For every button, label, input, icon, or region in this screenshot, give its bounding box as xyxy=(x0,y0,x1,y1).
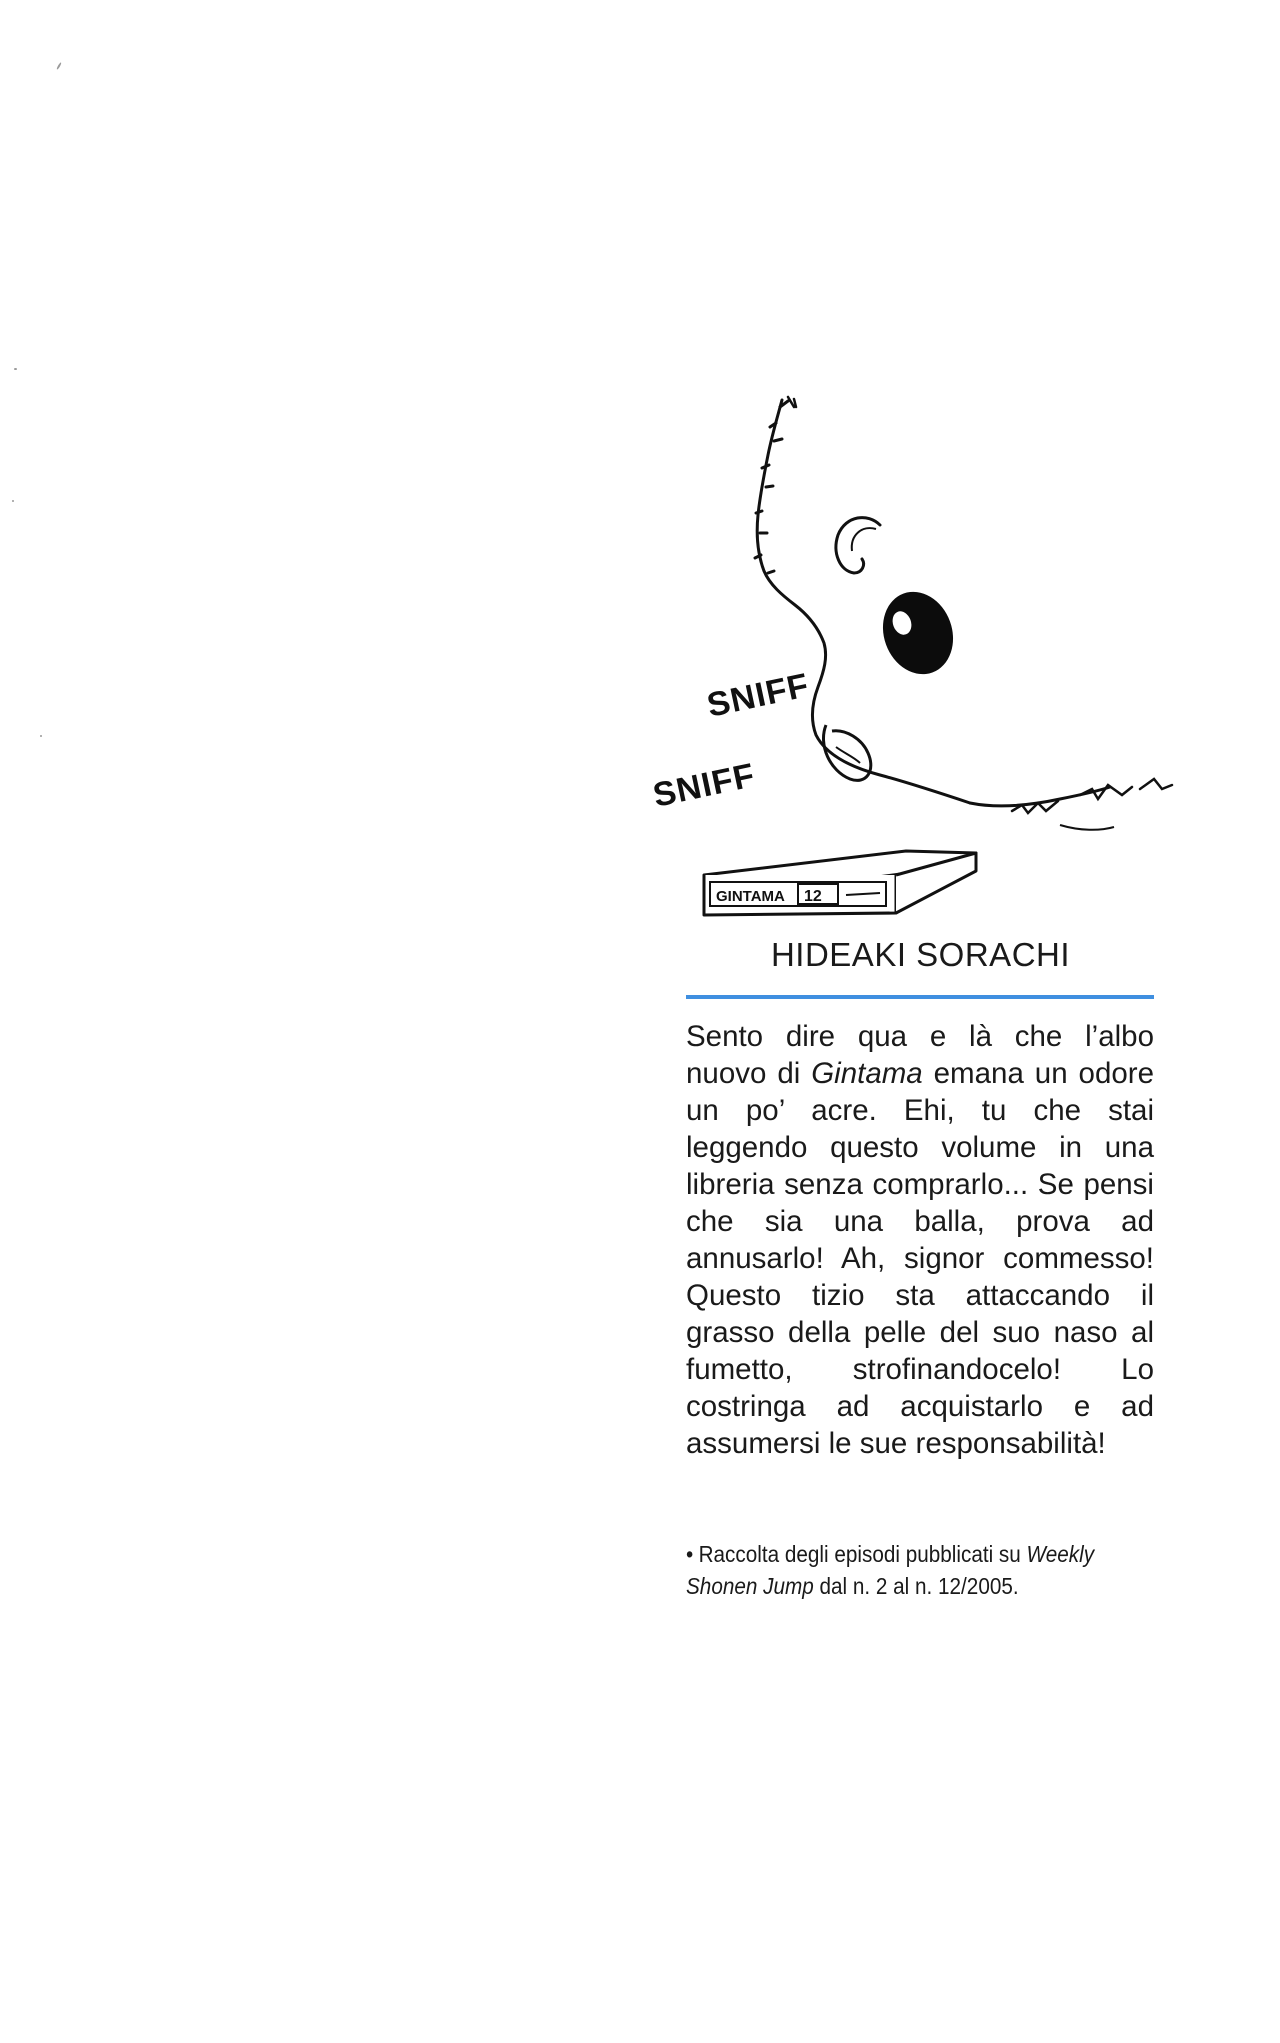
note-part-2: dal n. 2 al n. 12/2005. xyxy=(813,1573,1019,1599)
note-magazine-italic: Weekly Shonen Jump xyxy=(686,1541,1095,1599)
scan-speck xyxy=(14,368,17,370)
author-comment xyxy=(686,1018,1154,1462)
book-spine-title: GINTAMA xyxy=(716,888,785,905)
scan-speck xyxy=(12,500,14,502)
creature-head-outline xyxy=(757,400,970,803)
sniff-sfx-top: SNIFF xyxy=(703,666,813,725)
author-illustration xyxy=(640,395,1200,935)
author-divider xyxy=(686,995,1154,999)
publication-note xyxy=(686,1538,1109,1602)
scan-speck xyxy=(56,62,62,70)
note-part-1: Raccolta degli episodi pubblicati su xyxy=(698,1541,1027,1567)
book-spine-number: 12 xyxy=(804,888,822,905)
scan-speck xyxy=(40,735,42,737)
sniff-sfx-bottom: SNIFF xyxy=(649,756,759,815)
creature-eye xyxy=(872,582,965,684)
bullet-mark: • xyxy=(686,1541,694,1567)
comment-title-italic: Gintama xyxy=(811,1057,923,1090)
comment-part-1: Sento dire qua e là che l’albo nuovo di xyxy=(686,1020,1154,1090)
comment-part-2: emana un odore un po’ acre. Ehi, tu che stai leggendo questo volume in una libreria senza comprarlo... Se pensi che sia una balla, prova ad annusarlo! Ah, signor commesso! Questo tizio sta attaccando il grasso della pelle del suo naso al fumetto, strofinandocelo! Lo costringa ad acquistarlo e ad assumersi le sue responsabilità! xyxy=(686,1057,1154,1460)
creature-brow xyxy=(836,518,880,573)
author-name: HIDEAKI SORACHI xyxy=(770,936,1071,973)
manga-book xyxy=(704,851,976,915)
